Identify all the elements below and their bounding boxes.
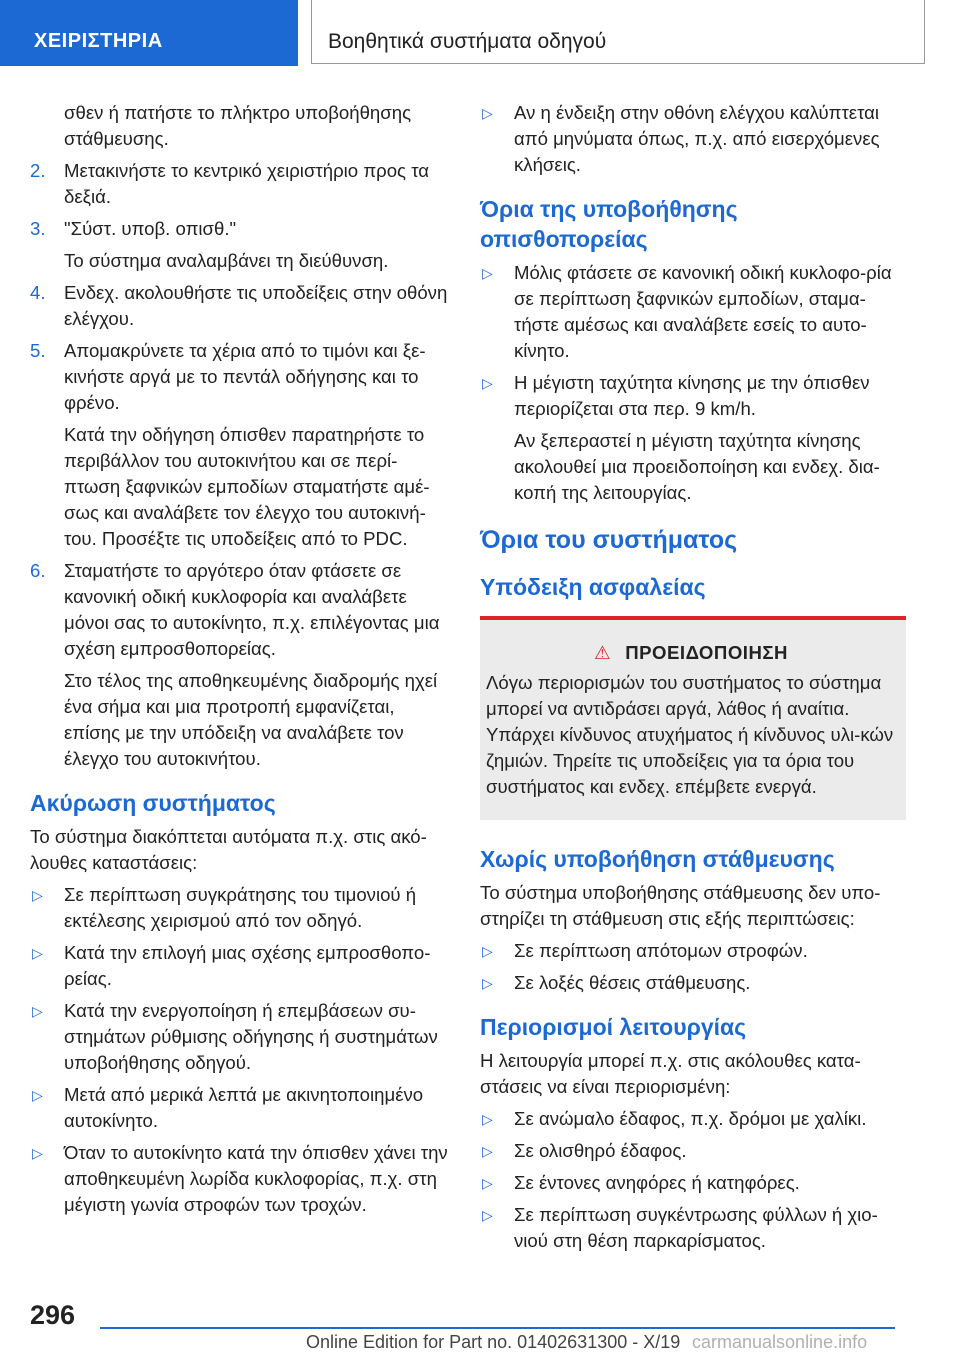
list-item (480, 1170, 898, 1196)
triangle-right-icon: ▷ (32, 1003, 43, 1019)
header-section (0, 0, 298, 66)
func-intro: Η λειτουργία μπορεί π.χ. στις ακόλουθες κατα‐στάσεις να είναι περιορισμένη: (480, 1050, 861, 1097)
warning-triangle-icon: ⚠ (594, 642, 612, 663)
triangle-right-icon: ▷ (482, 1143, 493, 1159)
list-item-text: Σε έντονες ανηφόρες ή κατηφόρες. (514, 1172, 800, 1193)
step-number: 6. (30, 560, 46, 581)
step-item (30, 158, 450, 210)
triangle-right-icon: ▷ (482, 943, 493, 959)
list-item (480, 1106, 898, 1132)
list-item (480, 370, 898, 422)
system-limits-heading: Όρια του συστήματος (480, 526, 738, 554)
triangle-right-icon: ▷ (482, 1111, 493, 1127)
triangle-right-icon: ▷ (482, 1207, 493, 1223)
cancel-heading: Ακύρωση συστήματος (30, 790, 276, 816)
list-item (480, 938, 898, 964)
list-item-text: Κατά την επιλογή μιας σχέσης εμπροσθοπο‐ρείας. (64, 942, 431, 989)
list-item-text: Κατά την ενεργοποίηση ή επεμβάσεων συ‐στημάτων ρύθμισης οδήγησης ή συστημάτων υποβοήθησης οδηγού. (64, 1000, 438, 1073)
step-number: 3. (30, 218, 46, 239)
footer-divider (100, 1327, 895, 1329)
step-text: Ενδεχ. ακολουθήστε τις υποδείξεις στην οθόνη ελέγχου. (64, 282, 448, 329)
list-item (30, 940, 450, 992)
no-assist-intro: Το σύστημα υποβοήθησης στάθμευσης δεν υπο‐στηρίζει τη στάθμευση στις εξής περιπτώσεις: (480, 882, 881, 929)
step-number: 2. (30, 160, 46, 181)
triangle-right-icon: ▷ (32, 887, 43, 903)
list-item-text: Αν η ένδειξη στην οθόνη ελέγχου καλύπτεται από μηνύματα όπως, π.χ. από εισερχόμενες κλήσεις. (514, 102, 880, 175)
list-item (480, 1138, 898, 1164)
list-item (30, 1082, 450, 1134)
list-item (480, 260, 898, 364)
list-item-text: Σε περίπτωση συγκράτησης του τιμονιού ή εκτέλεσης χειρισμού από τον οδηγό. (64, 884, 417, 931)
cancel-intro: Το σύστημα διακόπτεται αυτόματα π.χ. στις ακό‐λουθες καταστάσεις: (30, 826, 427, 873)
triangle-right-icon: ▷ (482, 975, 493, 991)
page-number: 296 (30, 1300, 76, 1330)
list-item-text: Μετά από μερικά λεπτά με ακινητοποιημένο αυτοκίνητο. (64, 1084, 424, 1131)
list-item (480, 970, 898, 996)
warning-box (480, 616, 906, 820)
triangle-right-icon: ▷ (32, 945, 43, 961)
list-item-text: Σε λοξές θέσεις στάθμευσης. (514, 972, 751, 993)
list-item (480, 1202, 898, 1254)
step-item (30, 558, 450, 662)
triangle-right-icon: ▷ (482, 1175, 493, 1191)
step-continuation: σθεν ή πατήστε το πλήκτρο υποβοήθησης στάθμευσης. (64, 102, 412, 149)
step-note: Στο τέλος της αποθηκευμένης διαδρομής ηχεί ένα σήμα και μια προτροπή εμφανίζεται, επίσης με την υπόδειξη να αναλάβετε τον έλεγχο του αυτοκινήτου. (64, 670, 438, 769)
list-item (30, 998, 450, 1076)
right-column (480, 100, 898, 1260)
list-item-text: Σε ολισθηρό έδαφος. (514, 1140, 687, 1161)
list-item-text: Σε περίπτωση απότομων στροφών. (514, 940, 808, 961)
list-item (30, 882, 450, 934)
step-text: Μετακινήστε το κεντρικό χειριστήριο προς τα δεξιά. (64, 160, 430, 207)
list-item (480, 100, 898, 178)
no-assist-heading: Χωρίς υποβοήθηση στάθμευσης (480, 846, 835, 872)
warning-title: ΠΡΟΕΙΔΟΠΟΙΗΣΗ (625, 642, 788, 663)
triangle-right-icon: ▷ (482, 375, 493, 391)
list-item-text: Όταν το αυτοκίνητο κατά την όπισθεν χάνει την αποθηκευμένη λωρίδα κυκλοφορίας, π.χ. στη μέγιστη γωνία στροφών των τροχών. (64, 1142, 448, 1215)
limits-heading: Όρια της υποβοήθησης οπισθοπορείας (480, 196, 738, 252)
header-chapter (311, 0, 925, 64)
step-note: Το σύστημα αναλαμβάνει τη διεύθυνση. (64, 250, 389, 271)
list-item-text: Σε ανώμαλο έδαφος, π.χ. δρόμοι με χαλίκι. (514, 1108, 867, 1129)
warning-text: Λόγω περιορισμών του συστήματος το σύστημα μπορεί να αντιδράσει αργά, λάθος ή αναίτια. Υπάρχει κίνδυνος ατυχήματος ή κίνδυνος υλι‐κών ζημιών. Τηρείτε τις υποδείξεις για τα όρια του συστήματος και ενδεχ. επέμβετε ενεργά. (486, 672, 894, 797)
watermark: carmanualsonline.info (692, 1332, 868, 1352)
section-title: ΧΕΙΡΙΣΤΗΡΙΑ (34, 30, 163, 52)
step-item (30, 338, 450, 416)
safety-heading: Υπόδειξη ασφαλείας (480, 574, 706, 600)
list-item (30, 1140, 450, 1218)
func-heading: Περιορισμοί λειτουργίας (480, 1014, 747, 1040)
step-text: "Σύστ. υποβ. οπισθ." (64, 218, 237, 239)
list-item-text: Η μέγιστη ταχύτητα κίνησης με την όπισθεν περιορίζεται στα περ. 9 km/h. (514, 372, 870, 419)
step-number: 4. (30, 282, 46, 303)
list-item-text: Μόλις φτάσετε σε κανονική οδική κυκλοφο‐ρία σε περίπτωση ξαφνικών εμποδίων, σταμα‐τήστε αμέσως και αναλάβετε εσείς το αυτο‐κίνητο. (514, 262, 892, 361)
step-item (30, 280, 450, 332)
warning-title-row (486, 640, 896, 666)
chapter-title: Βοηθητικά συστήματα οδηγού (328, 30, 607, 53)
list-item-text: Σε περίπτωση συγκέντρωσης φύλλων ή χιο‐νιού στη θέση παρκαρίσματος. (514, 1204, 878, 1251)
triangle-right-icon: ▷ (32, 1145, 43, 1161)
step-item (30, 216, 450, 242)
step-text: Σταματήστε το αργότερο όταν φτάσετε σε κανονική οδική κυκλοφορία και αναλάβετε μόνοι σας το αυτοκίνητο, π.χ. επιλέγοντας μια σχέση εμπροσθοπορείας. (64, 560, 440, 659)
triangle-right-icon: ▷ (32, 1087, 43, 1103)
triangle-right-icon: ▷ (482, 105, 493, 121)
edition-text: Online Edition for Part no. 01402631300 - X/19 (306, 1332, 681, 1352)
step-text: Απομακρύνετε τα χέρια από το τιμόνι και ξε‐κινήστε αργά με το πεντάλ οδήγησης και το φρένο. (64, 340, 426, 413)
left-column (30, 100, 450, 1224)
step-number: 5. (30, 340, 46, 361)
step-note: Κατά την οδήγηση όπισθεν παρατηρήστε το περιβάλλον του αυτοκινήτου και σε περί‐πτωση ξαφνικών εμποδίων σταματήστε αμέ‐σως και αναλάβετε τον έλεγχο του αυτοκινή‐του. Προσέξτε τις υποδείξεις από το PDC. (64, 424, 430, 549)
limits-note: Αν ξεπεραστεί η μέγιστη ταχύτητα κίνησης ακολουθεί μια προειδοποίηση και ενδεχ. δια‐κοπή της λειτουργίας. (514, 430, 880, 503)
triangle-right-icon: ▷ (482, 265, 493, 281)
